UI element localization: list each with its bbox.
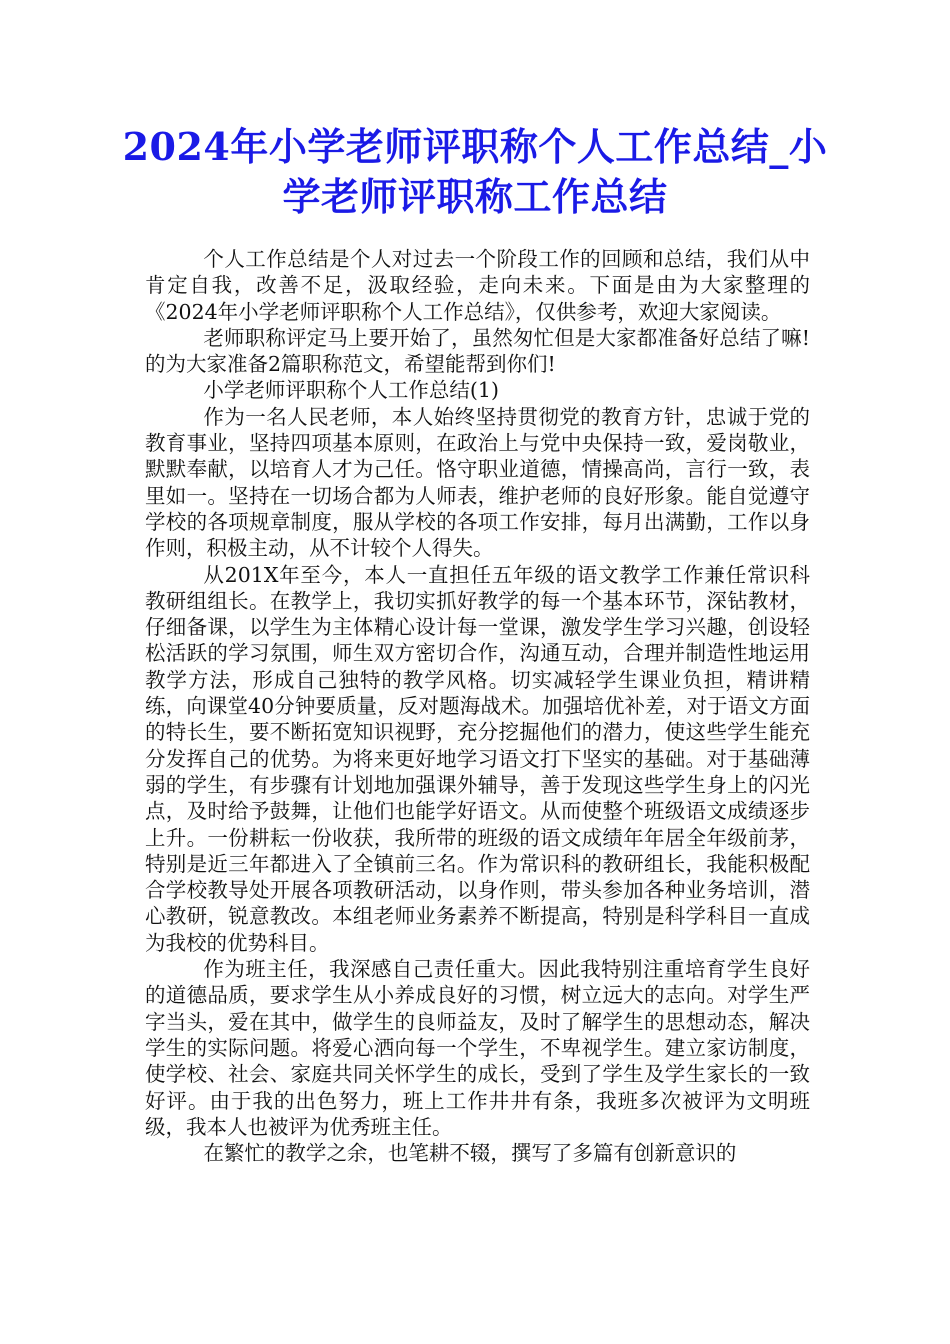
body-paragraph: 作为一名人民老师，本人始终坚持贯彻党的教育方针，忠诚于党的教育事业，坚持四项基本原则，在政治上与党中央保持一致，爱岗敬业，默默奉献，以培育人才为己任。恪守职业道德，情操高尚，言行一致，表里如一。坚持在一切场合都为人师表，维护老师的良好形象。能自觉遵守学校的各项规章制度，服从学校的各项工作安排，每月出满勤，工作以身作则，积极主动，从不计较个人得失。 (145, 404, 810, 561)
body-paragraph-intro: 个人工作总结是个人对过去一个阶段工作的回顾和总结，我们从中肯定自我，改善不足，汲取经验，走向未来。下面是由为大家整理的《2024年小学老师评职称个人工作总结》，仅供参考，欢迎大家阅读。 (145, 247, 810, 324)
document-body (145, 246, 810, 1166)
body-paragraph: 从201X年至今，本人一直担任五年级的语文教学工作兼任常识科教研组组长。在教学上，我切实抓好教学的每一个基本环节，深钻教材，仔细备课，以学生为主体精心设计每一堂课，激发学生学习兴趣，创设轻松活跃的学习氛围，师生双方密切合作，沟通互动，合理并制造性地运用教学方法，形成自己独特的教学风格。切实减轻学生课业负担，精讲精练，向课堂40分钟要质量，反对题海战术。加强培优补差，对于语文方面的特长生，要不断拓宽知识视野，充分挖掘他们的潜力，使这些学生能充分发挥自己的优势。为将来更好地学习语文打下坚实的基础。对于基础薄弱的学生，有步骤有计划地加强课外辅导，善于发现这些学生身上的闪光点，及时给予鼓舞，让他们也能学好语文。从而使整个班级语文成绩逐步上升。一份耕耘一份收获，我所带的班级的语文成绩年年居全年级前茅，特别是近三年都进入了全镇前三名。作为常识科的教研组长，我能积极配合学校教导处开展各项教研活动，以身作则，带头参加各种业务培训，潜心教研，锐意教改。本组老师业务素养不断提高，特别是科学科目一直成为我校的优势科目。 (145, 562, 810, 955)
body-paragraph-truncated: 在繁忙的教学之余，也笔耕不辍，撰写了多篇有创新意识的 (203, 1141, 737, 1166)
body-paragraph-preface: 老师职称评定马上要开始了，虽然匆忙但是大家都准备好总结了嘛!的为大家准备2篇职称范文，希望能帮到你们! (145, 325, 810, 377)
body-paragraph: 作为班主任，我深感自己责任重大。因此我特别注重培育学生良好的道德品质，要求学生从小养成良好的习惯，树立远大的志向。对学生严字当头，爱在其中，做学生的良师益友，及时了解学生的思想动态，解决学生的实际问题。将爱心洒向每一个学生，不卑视学生。建立家访制度，使学校、社会、家庭共同关怀学生的成长，受到了学生及学生家长的一致好评。由于我的出色努力，班上工作井井有条，我班多次被评为文明班级，我本人也被评为优秀班主任。 (145, 957, 810, 1139)
document-title: 2024年小学老师评职称个人工作总结_小学老师评职称工作总结 (122, 124, 828, 219)
section-heading: 小学老师评职称个人工作总结(1) (203, 378, 499, 403)
